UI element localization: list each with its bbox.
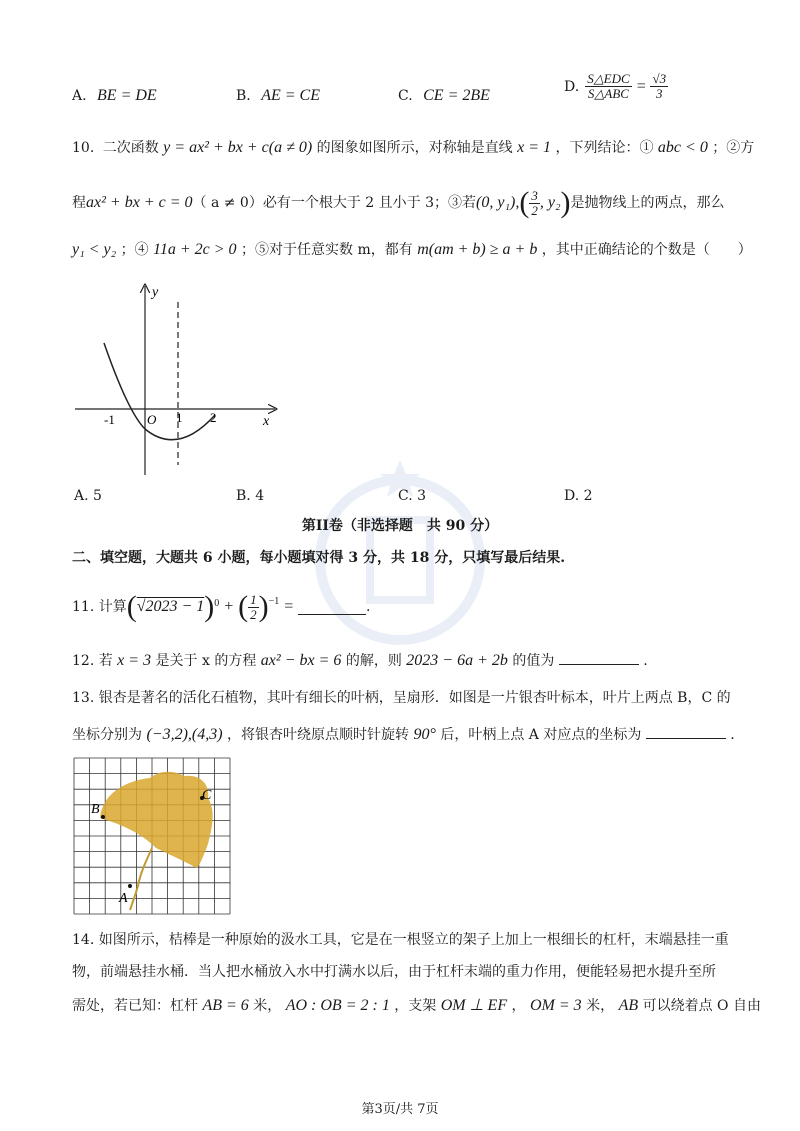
q13-line-1: 13. 银杏是著名的活化石植物，其叶有细长的叶柄，呈扇形．如图是一片银杏叶标本，叶片上两点 B，C 的 (72, 690, 731, 706)
page-footer: 第3页/共 7页 (361, 1102, 439, 1117)
ginkgo-stem (130, 848, 152, 910)
q9-option-a: A. BE = DE (72, 87, 157, 104)
q9-option-c: C. CE = 2BE (398, 87, 490, 104)
q13-line-2: 坐标分别为 (−3,2),(4,3) ，将银杏叶绕原点顺时针旋转 90° 后，叶柄上点 A 对应点的坐标为 . (72, 726, 735, 743)
q10-line-1: 10. 二次函数 y = ax² + bx + c(a ≠ 0) 的图象如图所示，对称轴是直线 x = 1 ，下列结论：① abc < 0 ；②方 (72, 139, 755, 156)
q10-option-d: D. 2 (564, 488, 593, 504)
x-axis-label: x (263, 414, 270, 429)
q10-line-3: y₁ < y₂ ；④ 11a + 2c > 0 ；⑤对于任意实数 m，都有 m(am + b) ≥ a + b ，其中正确结论的个数是（ ） (72, 241, 752, 258)
q10-option-b: B. 4 (236, 488, 265, 504)
section-2-title: 第II卷（非选择题 共 90 分） (301, 518, 499, 534)
q12-line: 12. 若 x = 3 是关于 x 的方程 ax² − bx = 6 的解，则 2023 − 6a + 2b 的值为 . (72, 652, 648, 669)
tick-label-2: 2 (210, 410, 217, 425)
q10-line-2: 程 ax² + bx + c = 0 （ a ≠ 0） 必有一个根大于 2 且小于 3；③若 (0, y₁), ( $\frac{3}{2}$ , y₂ ) 是抛物线上的两点，那么 (72, 186, 725, 219)
q13-answer-blank[interactable] (646, 724, 726, 739)
tick-label-neg1: -1 (104, 412, 115, 427)
point-b (101, 815, 105, 819)
parabola-curve (104, 343, 215, 440)
q11-line: 11. 计算 ( √2023 − 1 ) 0 + ( $\frac{1}{2}$ ) −1 = . (72, 590, 371, 623)
ginkgo-leaf (100, 772, 213, 868)
y-axis-label: y (152, 285, 159, 300)
q14-line-3: 需处，若已知：杠杆 AB = 6 米， AO : OB = 2 : 1 ，支架 OM ⊥ EF ， OM = 3 米， AB 可以绕着点 O 自由 (72, 997, 761, 1014)
q14-line-1: 14. 如图所示，桔棒是一种原始的汲水工具，它是在一根竖立的架子上加上一根细长的杠杆，末端悬挂一重 (72, 932, 729, 948)
label-c: C (202, 788, 212, 803)
label-b: B (91, 802, 100, 817)
section-2-heading: 二、填空题，大题共 6 小题，每小题填对得 3 分，共 18 分，只填写最后结果. (72, 550, 566, 566)
q10-option-a: A. 5 (74, 488, 102, 504)
q10-point-2-x: $\frac{3}{2}$ (531, 187, 538, 218)
q11-answer-blank[interactable] (298, 600, 366, 615)
point-a (128, 884, 132, 888)
q9-option-d-value: $\frac{√3}{3}$ (652, 71, 667, 101)
q9-option-d: D. $\frac{\text{S△EDC}}{\text{S△ABC}}$ = $\frac{√3}{3}$ (564, 71, 667, 101)
q12-answer-blank[interactable] (559, 650, 639, 665)
label-a: A (119, 891, 128, 906)
q10-option-c: C. 3 (398, 488, 427, 504)
q9-option-d-ratio: $\frac{\text{S△EDC}}{\text{S△ABC}}$ (587, 71, 630, 101)
origin-label: O (147, 412, 157, 427)
tick-label-1: 1 (176, 410, 183, 425)
q13-ginkgo-grid (72, 756, 232, 918)
q14-line-2: 物，前端悬挂水桶．当人把水桶放入水中打满水以后，由于杠杆末端的重力作用，便能轻易把水提升至所 (72, 964, 716, 980)
q10-parabola-graph (70, 280, 290, 480)
q9-option-b: B. AE = CE (236, 87, 320, 104)
q11-half: $\frac{1}{2}$ (250, 591, 257, 622)
